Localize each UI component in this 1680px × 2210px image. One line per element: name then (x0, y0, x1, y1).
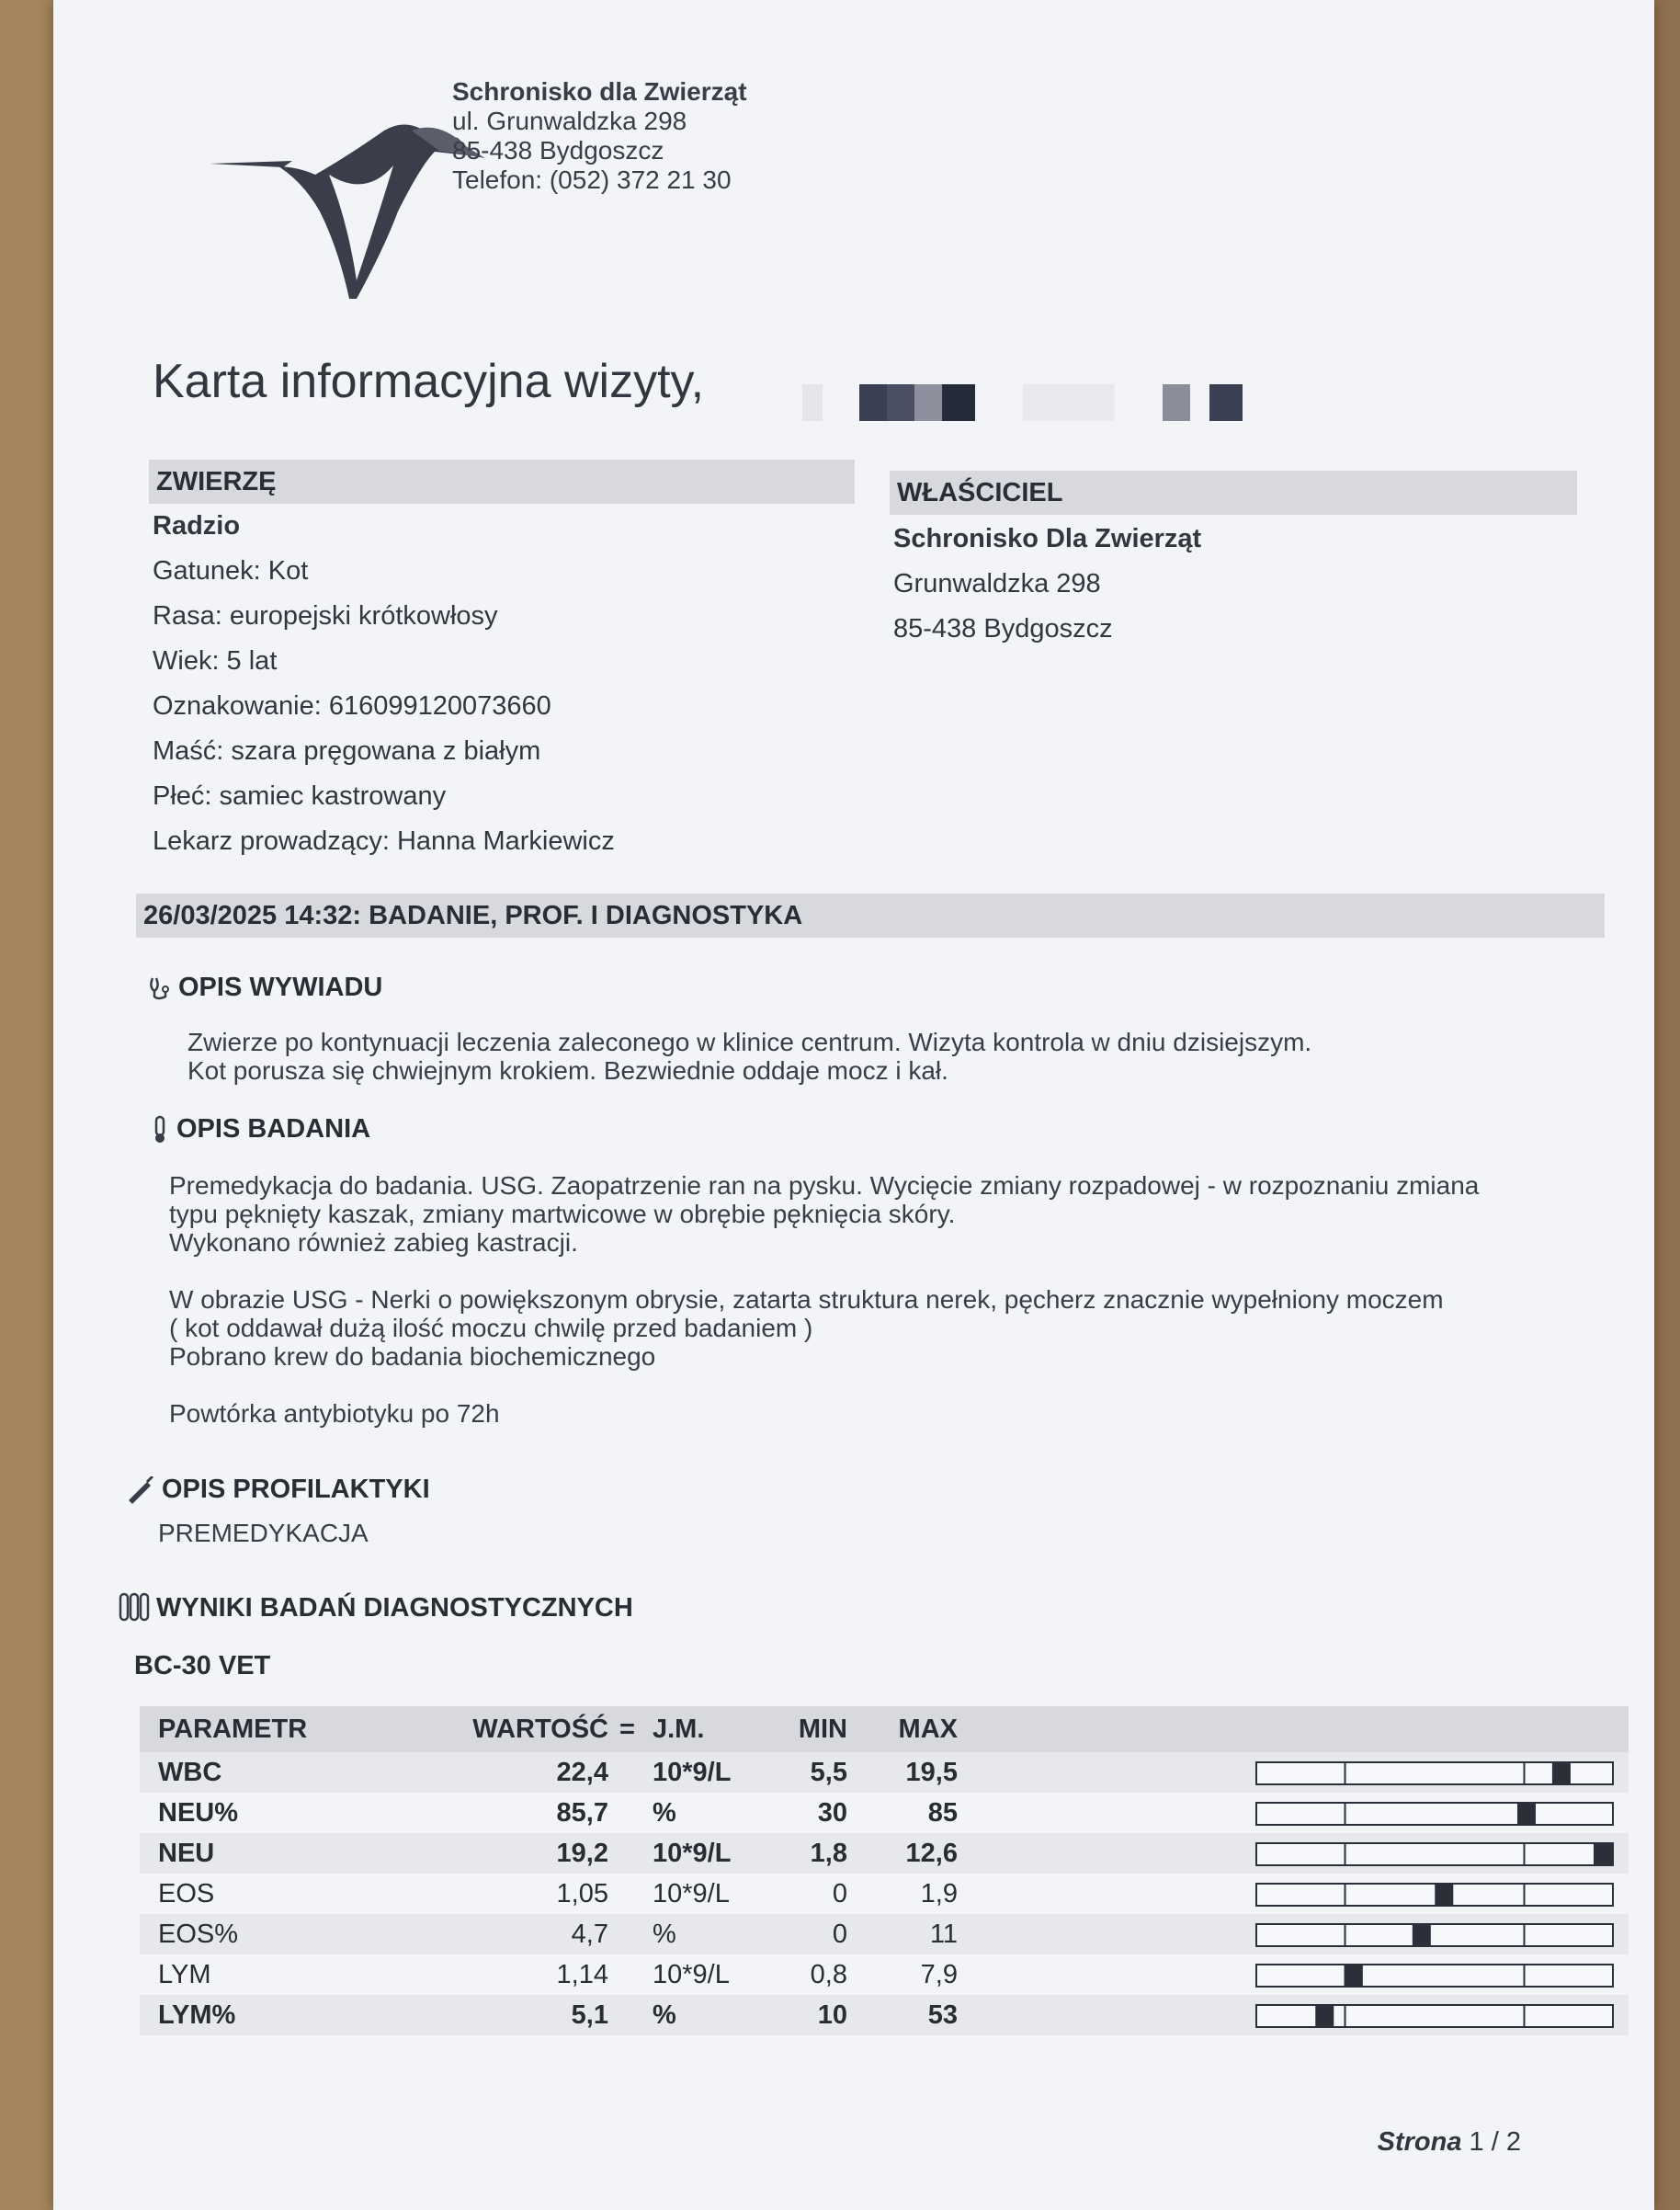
param-cell: WBC (158, 1758, 222, 1787)
header-min: MIN (798, 1714, 847, 1744)
param-cell: EOS (158, 1879, 215, 1908)
animal-breed: Rasa: europejski krótkowłosy (153, 601, 498, 631)
animal-details (153, 504, 615, 864)
animal-species: Gatunek: Kot (153, 556, 309, 586)
header-param: PARAMETR (158, 1714, 308, 1744)
max-cell: 53 (927, 2000, 958, 2030)
unit-cell: 10*9/L (653, 1879, 730, 1908)
table-row (140, 1833, 1629, 1874)
value-cell: 85,7 (556, 1798, 608, 1828)
gauge-value-marker (1345, 1965, 1363, 1986)
redacted-pixelation (802, 384, 1280, 421)
min-cell: 5,5 (810, 1758, 847, 1787)
gauge-value-marker (1517, 1804, 1536, 1824)
min-cell: 1,8 (810, 1839, 847, 1868)
clinic-address-block (452, 77, 747, 195)
unit-cell: 10*9/L (653, 1758, 732, 1787)
gauge-frame (1256, 1884, 1613, 1906)
owner-city: 85-438 Bydgoszcz (893, 614, 1113, 644)
owner-section-header: WŁAŚCICIEL (890, 471, 1577, 515)
param-cell: NEU% (158, 1798, 239, 1828)
table-row (140, 1995, 1629, 2035)
range-gauge (1255, 2004, 1614, 2028)
syringe-icon (125, 1476, 156, 1504)
results-table (140, 1706, 1629, 2035)
interview-text: Zwierze po kontynuacji leczenia zaleconego w klinice centrum. Wizyta kontrola w dniu dzisiejszym. Kot porusza się chwiejnym krokiem. Bezwiednie oddaje mocz i kał. (187, 1028, 1312, 1085)
range-gauge (1255, 1923, 1614, 1947)
results-table-header (140, 1706, 1629, 1752)
footer-total: / 2 (1491, 2127, 1521, 2157)
param-cell: LYM% (158, 2000, 236, 2030)
results-rows (140, 1752, 1629, 2035)
footer-label: Strona (1377, 2127, 1462, 2157)
thermometer-icon (149, 1115, 171, 1145)
gauge-value-marker (1594, 1844, 1612, 1864)
max-cell: 85 (927, 1798, 958, 1828)
range-gauge (1255, 1964, 1614, 1988)
gauge-value-marker (1435, 1885, 1453, 1905)
prophylaxis-heading (125, 1475, 430, 1505)
header-value: WARTOŚĆ (472, 1714, 608, 1744)
examination-title: OPIS BADANIA (176, 1114, 371, 1144)
footer-page: 1 (1469, 2127, 1484, 2157)
page-footer (1378, 2127, 1521, 2158)
interview-heading (145, 973, 382, 1003)
animal-sex: Płeć: samiec kastrowany (153, 781, 447, 811)
table-row (140, 1914, 1629, 1954)
value-cell: 5,1 (571, 2000, 608, 2030)
table-row (140, 1874, 1629, 1914)
analyzer-name: BC-30 VET (134, 1651, 271, 1680)
results-heading (118, 1592, 633, 1623)
animal-vet: Lekarz prowadzący: Hanna Markiewicz (153, 826, 615, 856)
gauge-frame (1256, 1965, 1613, 1987)
min-cell: 0 (832, 1920, 847, 1949)
value-cell: 22,4 (556, 1758, 608, 1787)
test-tubes-icon (118, 1592, 151, 1623)
document-page (53, 0, 1654, 2210)
prophylaxis-text: PREMEDYKACJA (158, 1519, 369, 1547)
results-title: WYNIKI BADAŃ DIAGNOSTYCZNYCH (156, 1592, 633, 1623)
gauge-value-marker (1315, 2006, 1334, 2026)
gauge-frame (1256, 1803, 1613, 1825)
stethoscope-icon (145, 974, 173, 1002)
value-cell: 1,14 (556, 1960, 608, 1989)
range-gauge (1255, 1761, 1614, 1785)
examination-text: Premedykacja do badania. USG. Zaopatrzenie ran na pysku. Wycięcie zmiany rozpadowej - w rozpoznaniu zmiana typu pęknięty kaszak, zmiany martwicowe w obrębie pęknięcia skóry. Wykonano również zabieg kastracji. W obrazie USG - Nerki o powiększonym obrysie, zatarta struktura nerek, pęcherz znacznie wypełniony moczem ( kot oddawał dużą ilość moczu chwilę przed badaniem ) Pobrano krew do badania biochemicznego Powtórka antybiotyku po 72h (169, 1171, 1480, 1428)
unit-cell: % (653, 1920, 676, 1949)
owner-street: Grunwaldzka 298 (893, 569, 1101, 598)
animal-age: Wiek: 5 lat (153, 646, 278, 676)
header-unit: J.M. (653, 1714, 705, 1744)
max-cell: 7,9 (920, 1960, 958, 1989)
clinic-street: ul. Grunwaldzka 298 (452, 107, 687, 135)
examination-heading (149, 1114, 370, 1145)
value-cell: 4,7 (571, 1920, 608, 1949)
range-gauge (1255, 1842, 1614, 1866)
animal-coat: Maść: szara pręgowana z białym (153, 736, 541, 766)
param-cell: EOS% (158, 1920, 239, 1949)
owner-name: Schronisko Dla Zwierząt (893, 524, 1202, 553)
gauge-frame (1256, 2005, 1613, 2027)
prophylaxis-title: OPIS PROFILAKTYKI (162, 1475, 430, 1504)
min-cell: 30 (817, 1798, 847, 1828)
min-cell: 0 (832, 1879, 847, 1908)
header-max: MAX (898, 1714, 958, 1744)
table-row (140, 1793, 1629, 1833)
gauge-value-marker (1413, 1925, 1431, 1945)
clinic-name: Schronisko dla Zwierząt (452, 77, 747, 106)
range-gauge (1255, 1883, 1614, 1907)
gauge-frame (1256, 1843, 1613, 1865)
gauge-frame (1256, 1924, 1613, 1946)
interview-title: OPIS WYWIADU (178, 973, 383, 1002)
unit-cell: 10*9/L (653, 1839, 732, 1868)
visit-header: 26/03/2025 14:32: BADANIE, PROF. I DIAGNOSTYKA (136, 894, 1605, 938)
owner-details (893, 517, 1201, 652)
min-cell: 0,8 (810, 1960, 847, 1989)
page-title: Karta informacyjna wizyty, (153, 355, 705, 408)
unit-cell: % (653, 1798, 676, 1828)
value-cell: 1,05 (556, 1879, 608, 1908)
animal-id: Oznakowanie: 616099120073660 (153, 691, 551, 721)
max-cell: 19,5 (905, 1758, 958, 1787)
range-gauge (1255, 1802, 1614, 1826)
gauge-value-marker (1552, 1763, 1571, 1783)
unit-cell: % (653, 2000, 676, 2030)
param-cell: NEU (158, 1839, 215, 1868)
clinic-city: 85-438 Bydgoszcz (452, 136, 664, 165)
max-cell: 11 (929, 1920, 958, 1949)
value-cell: 19,2 (556, 1839, 608, 1868)
animal-name: Radzio (153, 511, 241, 541)
min-cell: 10 (817, 2000, 847, 2030)
clinic-phone: Telefon: (052) 372 21 30 (452, 165, 732, 194)
max-cell: 1,9 (920, 1879, 958, 1908)
max-cell: 12,6 (905, 1839, 958, 1868)
animal-section-header: ZWIERZĘ (149, 460, 855, 504)
param-cell: LYM (158, 1960, 211, 1989)
header-eq: = (619, 1714, 635, 1744)
unit-cell: 10*9/L (653, 1960, 730, 1989)
table-row (140, 1752, 1629, 1793)
table-row (140, 1954, 1629, 1995)
